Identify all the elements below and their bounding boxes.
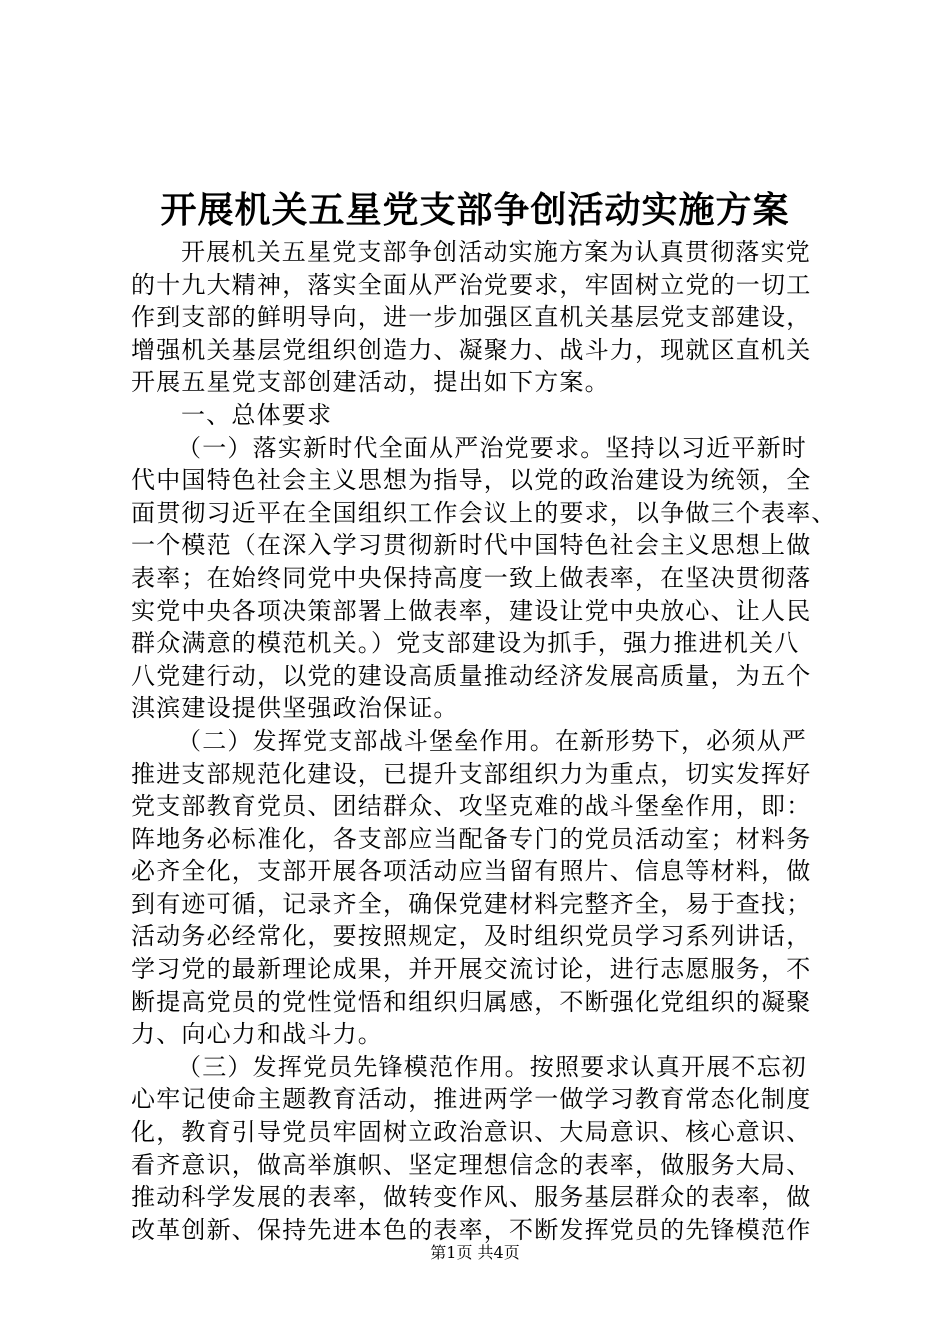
paragraph-line: 淇滨建设提供坚强政治保证。 — [131, 694, 459, 723]
paragraph-line: 阵地务必标准化，各支部应当配备专门的党员活动室；材料务 — [131, 824, 812, 853]
paragraph-line: 的十九大精神，落实全面从严治党要求，牢固树立党的一切工 — [131, 270, 812, 299]
paragraph-line: 八党建行动，以党的建设高质量推动经济发展高质量，为五个 — [131, 661, 812, 690]
paragraph-line: 改革创新、保持先进本色的表率，不断发挥党员的先锋模范作 — [131, 1215, 812, 1244]
paragraph-line: 到有迹可循，记录齐全，确保党建材料完整齐全，易于查找； — [131, 889, 812, 918]
paragraph-line: 群众满意的模范机关。）党支部建设为抓手，强力推进机关八 — [131, 629, 800, 658]
paragraph-line: 活动务必经常化，要按照规定，及时组织党员学习系列讲话， — [131, 922, 812, 951]
paragraph-line: （三）发挥党员先锋模范作用。按照要求认真开展不忘初 — [177, 1052, 807, 1081]
paragraph-line: 作到支部的鲜明导向，进一步加强区直机关基层党支部建设， — [131, 303, 812, 332]
paragraph-line: 党支部教育党员、团结群众、攻坚克难的战斗堡垒作用，即： — [131, 792, 812, 821]
paragraph-line: 面贯彻习近平在全国组织工作会议上的要求，以争做三个表率、 — [131, 498, 837, 527]
paragraph-line: 推进支部规范化建设，已提升支部组织力为重点，切实发挥好 — [131, 759, 812, 788]
paragraph-line: 表率；在始终同党中央保持高度一致上做表率，在坚决贯彻落 — [131, 563, 812, 592]
page-title: 开展机关五星党支部争创活动实施方案 — [160, 189, 790, 231]
paragraph-line: 一个模范（在深入学习贯彻新时代中国特色社会主义思想上做 — [131, 531, 812, 560]
paragraph-line: 力、向心力和战斗力。 — [131, 1020, 383, 1049]
paragraph-line: 学习党的最新理论成果，并开展交流讨论，进行志愿服务，不 — [131, 955, 812, 984]
page-number: 第1页 共4页 — [430, 1243, 520, 1262]
paragraph-line: 化，教育引导党员牢固树立政治意识、大局意识、核心意识、 — [131, 1118, 812, 1147]
paragraph-line: 实党中央各项决策部署上做表率，建设让党中央放心、让人民 — [131, 596, 812, 625]
paragraph-line: 必齐全化，支部开展各项活动应当留有照片、信息等材料，做 — [131, 857, 812, 886]
paragraph-line: 看齐意识，做高举旗帜、坚定理想信念的表率，做服务大局、 — [131, 1150, 812, 1179]
document-body — [131, 236, 851, 1246]
paragraph-line: （一）落实新时代全面从严治党要求。坚持以习近平新时 — [177, 433, 807, 462]
paragraph-line: 断提高党员的党性觉悟和组织归属感，不断强化党组织的凝聚 — [131, 987, 812, 1016]
paragraph-line: 开展机关五星党支部争创活动实施方案为认真贯彻落实党 — [181, 238, 811, 266]
section-heading: 一、总体要求 — [181, 400, 333, 429]
paragraph-line: 代中国特色社会主义思想为指导，以党的政治建设为统领，全 — [131, 466, 812, 495]
paragraph-line: 开展五星党支部创建活动，提出如下方案。 — [131, 368, 610, 397]
paragraph-line: 推动科学发展的表率，做转变作风、服务基层群众的表率，做 — [131, 1183, 812, 1212]
paragraph-line: 增强机关基层党组织创造力、凝聚力、战斗力，现就区直机关 — [131, 335, 812, 364]
paragraph-line: （二）发挥党支部战斗堡垒作用。在新形势下，必须从严 — [177, 726, 807, 755]
paragraph-line: 心牢记使命主题教育活动，推进两学一做学习教育常态化制度 — [131, 1085, 812, 1114]
